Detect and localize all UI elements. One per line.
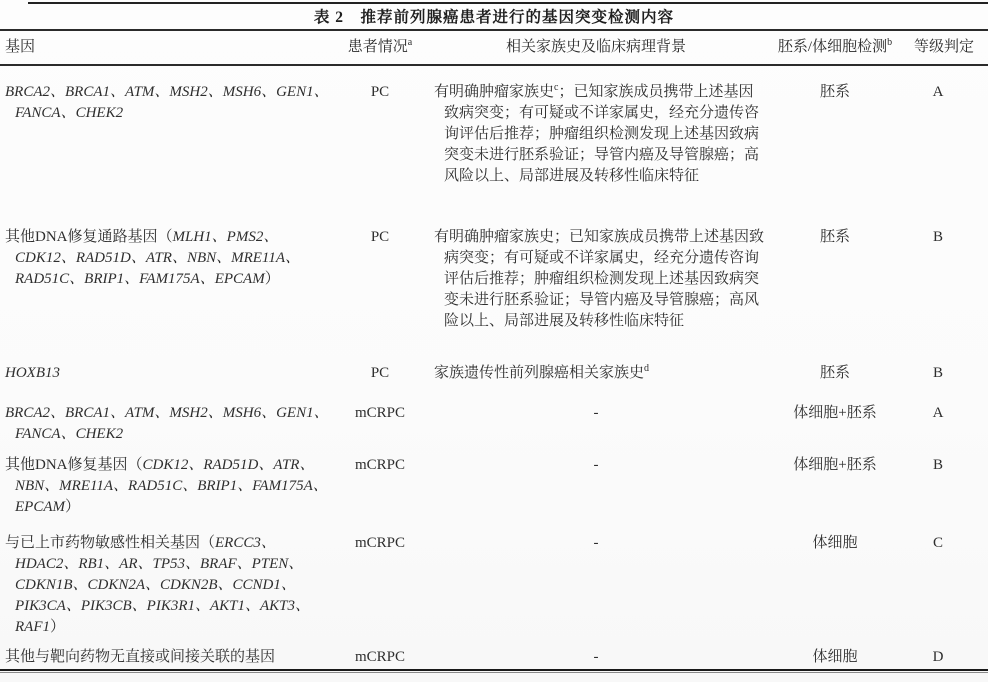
table-row [0,439,988,517]
column-header-family-history [422,37,770,58]
table-row [0,387,988,442]
table-row [0,66,988,211]
table-row [0,211,988,347]
column-header-patient-status-sup: a [407,37,413,48]
patient-status-cell: mCRPC [354,457,406,473]
table-title: 表 2 推荐前列腺癌患者进行的基因突变检测内容 [313,9,675,26]
detection-type-cell: 胚系 [819,229,850,245]
table-row [0,517,988,635]
family-history-cell: - [593,649,599,665]
patient-status-cell: PC [370,365,390,381]
gene-cell: 其他与靶向药物无直接或间接关联的基因 [5,649,276,665]
column-header-grade-label: 等级判定 [913,39,974,55]
grade-cell: A [932,405,944,421]
column-header-patient-status-label: 患者情况 [347,39,408,55]
gene-cell: BRCA2、BRCA1、ATM、MSH2、MSH6、GEN1、FANCA、CHEK2 [5,84,329,121]
patient-status-cell: mCRPC [354,535,406,551]
family-history-cell: - [593,457,599,473]
bottom-rule-line-2 [0,672,988,673]
table-header-row [0,31,988,64]
column-header-gene [0,37,338,58]
detection-type-cell: 体细胞+胚系 [793,457,877,473]
grade-cell: A [932,84,944,100]
table-body [0,66,988,669]
family-history-cell: 有明确肿瘤家族史$^c$；已知家族成员携带上述基因致病突变；有可疑或不详家属史，经充分遗传咨询评估后推荐；肿瘤组织检测发现上述基因致病突变未进行胚系验证；导管内癌及导管腺癌；高风险以上、局部进展及转移性临床特征 [434,82,760,184]
column-header-grade [900,37,988,58]
column-header-detection-type [770,37,900,58]
detection-type-cell: 体细胞 [812,649,858,665]
patient-status-cell: mCRPC [354,649,406,665]
grade-cell: C [932,535,943,551]
gene-cell: HOXB13 [5,365,60,381]
family-history-cell: - [593,535,599,551]
family-history-cell: - [593,405,599,421]
family-history-cell: 家族遗传性前列腺癌相关家族史$^d$ [434,363,650,381]
grade-cell: B [932,457,943,473]
gene-cell: BRCA2、BRCA1、ATM、MSH2、MSH6、GEN1、FANCA、CHEK2 [5,405,329,442]
patient-status-cell: PC [370,84,390,100]
column-header-detection-type-label: 胚系/体细胞检测 [777,39,888,55]
family-history-cell: 有明确肿瘤家族史；已知家族成员携带上述基因致病突变；有可疑或不详家属史，经充分遗传咨询评估后推荐；肿瘤组织检测发现上述基因致病突变未进行胚系验证；导管内癌及导管腺癌；高风险以上、局部进展及转移性临床特征 [434,229,765,329]
column-header-detection-type-sup: b [887,37,893,48]
table-row [0,347,988,387]
detection-type-cell: 体细胞+胚系 [793,405,877,421]
gene-cell: 其他DNA修复基因（CDK12、RAD51D、ATR、NBN、MRE11A、RAD51C、BRIP1、FAM175A、EPCAM） [5,457,328,515]
patient-status-cell: mCRPC [354,405,406,421]
column-header-patient-status [338,37,422,58]
gene-cell: 与已上市药物敏感性相关基因（ERCC3、HDAC2、RB1、AR、TP53、BRAF、PTEN、CDKN1B、CDKN2A、CDKN2B、CCND1、PIK3CA、PIK3CB、PIK3R1、AKT1、AKT3、RAF1） [5,535,311,635]
column-header-family-history-label: 相关家族史及临床病理背景 [505,39,686,55]
patient-status-cell: PC [370,229,390,245]
detection-type-cell: 胚系 [819,365,850,381]
grade-cell: B [932,365,943,381]
detection-type-cell: 胚系 [819,84,850,100]
detection-type-cell: 体细胞 [812,535,858,551]
grade-cell: D [932,649,944,665]
bottom-rule [0,669,988,673]
gene-cell: 其他DNA修复通路基因（MLH1、PMS2、CDK12、RAD51D、ATR、NBN、MRE11A、RAD51C、BRIP1、FAM175A、EPCAM） [5,229,300,287]
grade-cell: B [932,229,943,245]
column-header-gene-label: 基因 [5,39,36,55]
